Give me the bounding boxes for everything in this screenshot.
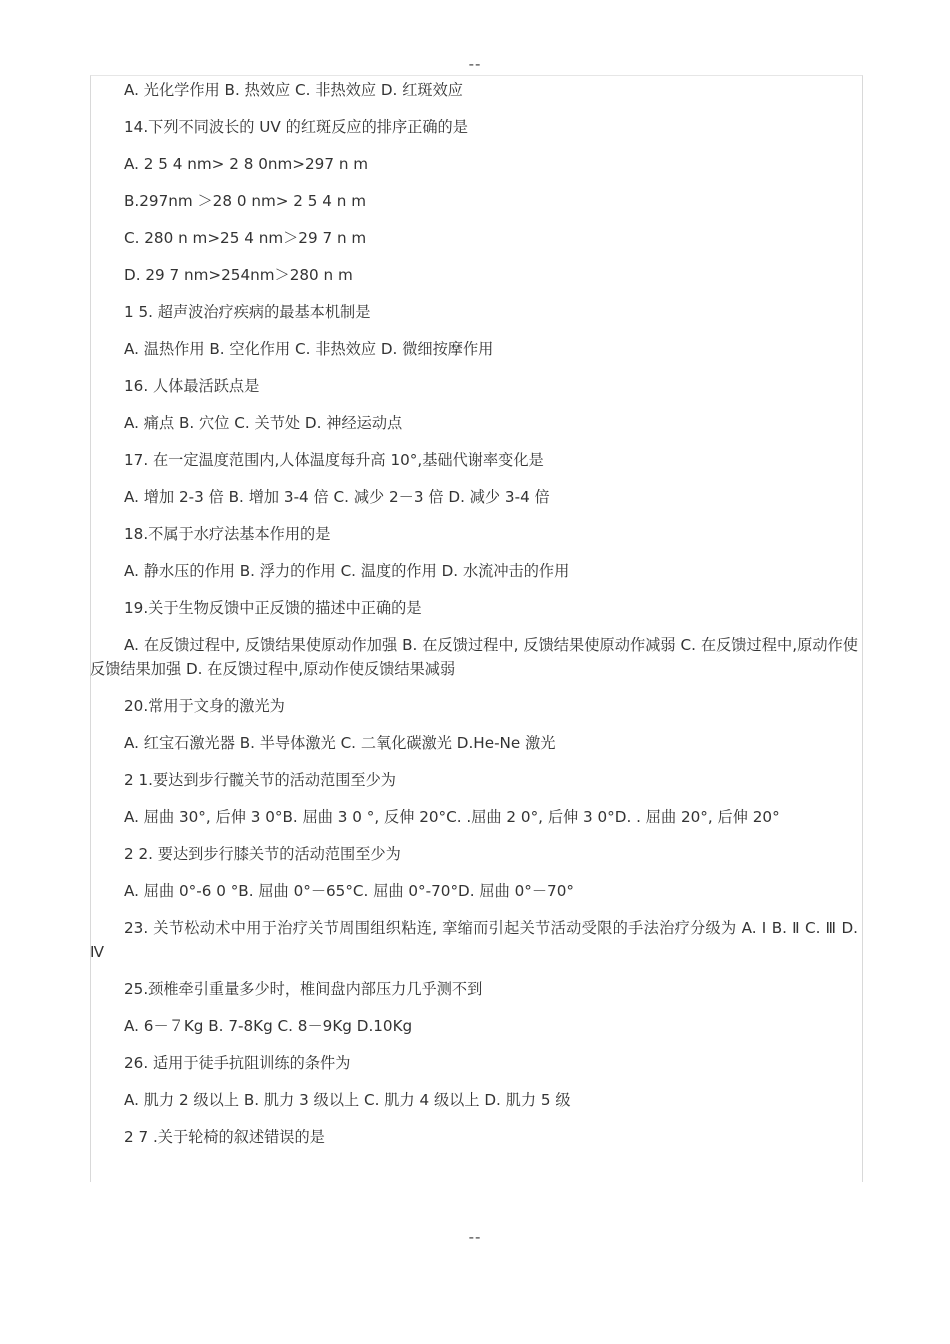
question-22: 2 2. 要达到步行膝关节的活动范围至少为 xyxy=(124,845,401,863)
option-line: A. 静水压的作用 B. 浮力的作用 C. 温度的作用 D. 水流冲击的作用 xyxy=(124,562,570,580)
option-paragraph: A. 在反馈过程中, 反馈结果使原动作加强 B. 在反馈过程中, 反馈结果使原动作减弱 C. 在反馈过程中,原动作使反馈结果加强 D. 在反馈过程中,原动作使反馈结果减弱 xyxy=(90,636,858,678)
question-16: 16. 人体最活跃点是 xyxy=(124,377,260,395)
option-line: D. 29 7 nm>254nm＞280 n m xyxy=(124,266,353,284)
question-17: 17. 在一定温度范围内,人体温度每升高 10°,基础代谢率变化是 xyxy=(124,451,544,469)
text-line: A. 光化学作用 B. 热效应 C. 非热效应 D. 红斑效应 xyxy=(124,81,463,99)
option-line: A. 屈曲 0°-6 0 °B. 屈曲 0°－65°C. 屈曲 0°-70°D. 屈曲 0°－70° xyxy=(124,882,574,900)
question-20: 20.常用于文身的激光为 xyxy=(124,697,285,715)
option-line: A. 痛点 B. 穴位 C. 关节处 D. 神经运动点 xyxy=(124,414,403,432)
option-line: C. 280 n m>25 4 nm＞29 7 n m xyxy=(124,229,367,247)
question-15: 1 5. 超声波治疗疾病的最基本机制是 xyxy=(124,303,371,321)
page-top-mark: -- xyxy=(468,55,482,73)
question-26: 26. 适用于徒手抗阻训练的条件为 xyxy=(124,1054,351,1072)
question-19: 19.关于生物反馈中正反馈的描述中正确的是 xyxy=(124,599,422,617)
option-line: A. 2 5 4 nm> 2 8 0nm>297 n m xyxy=(124,155,369,173)
question-18: 18.不属于水疗法基本作用的是 xyxy=(124,525,331,543)
question-14: 14.下列不同波长的 UV 的红斑反应的排序正确的是 xyxy=(124,118,468,136)
option-line: A. 肌力 2 级以上 B. 肌力 3 级以上 C. 肌力 4 级以上 D. 肌力 5 级 xyxy=(124,1091,571,1109)
option-line: A. 增加 2-3 倍 B. 增加 3-4 倍 C. 减少 2－3 倍 D. 减少 3-4 倍 xyxy=(124,488,550,506)
option-line: A. 6－７Kg B. 7-8Kg C. 8－9Kg D.10Kg xyxy=(124,1017,413,1035)
question-27: 2 7 .关于轮椅的叙述错误的是 xyxy=(124,1128,325,1146)
question-23: 23. 关节松动术中用于治疗关节周围组织粘连, 挛缩而引起关节活动受限的手法治疗分级为 A. Ⅰ B. Ⅱ C. Ⅲ D. Ⅳ xyxy=(90,919,858,961)
option-line: B.297nm ＞28 0 nm> 2 5 4 n m xyxy=(124,192,367,210)
document-body xyxy=(90,78,858,1162)
option-paragraph: A. 屈曲 30°, 后伸 3 0°B. 屈曲 3 0 °, 反伸 20°C. .屈曲 2 0°, 后伸 3 0°D. . 屈曲 20°, 后伸 20° xyxy=(124,808,780,826)
option-line: A. 红宝石激光器 B. 半导体激光 C. 二氧化碳激光 D.He-Ne 激光 xyxy=(124,734,556,752)
question-21: 2 1.要达到步行髋关节的活动范围至少为 xyxy=(124,771,396,789)
page-bottom-mark: -- xyxy=(468,1228,482,1246)
question-25: 25.颈椎牵引重量多少时，椎间盘内部压力几乎测不到 xyxy=(124,980,483,998)
option-line: A. 温热作用 B. 空化作用 C. 非热效应 D. 微细按摩作用 xyxy=(124,340,494,358)
